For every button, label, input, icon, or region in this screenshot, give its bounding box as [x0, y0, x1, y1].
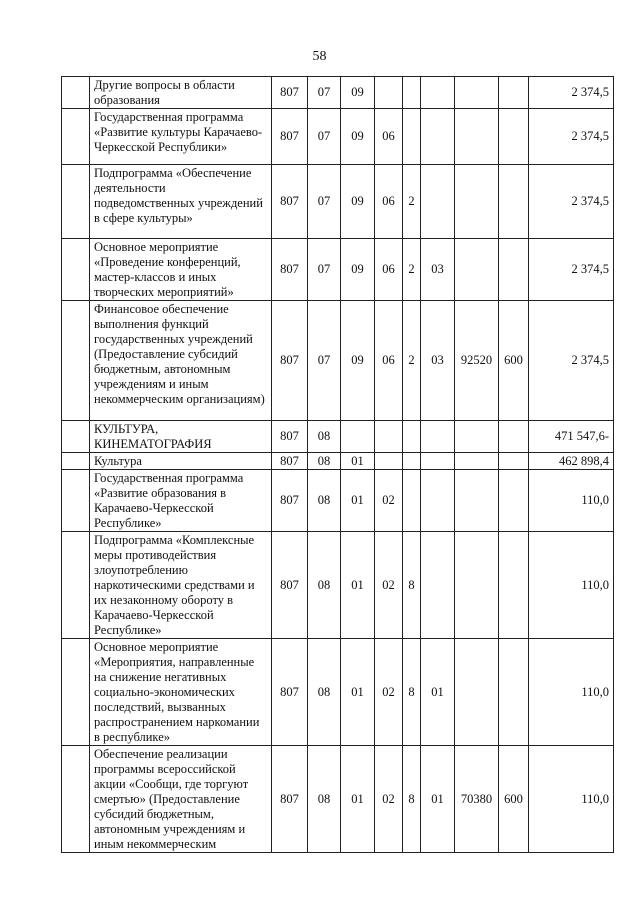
- table-row: [62, 165, 614, 239]
- table-row: [62, 421, 614, 453]
- expense-direction-cell: [455, 453, 499, 470]
- section-code-cell: 07: [308, 239, 341, 301]
- item-name-cell: Подпрограмма «Обеспечение деятельности подведомственных учреждений в сфере культуры»: [90, 165, 272, 239]
- subsection-code-cell: 09: [341, 109, 375, 165]
- expense-direction-cell: [455, 470, 499, 532]
- row-number-cell: [62, 301, 90, 421]
- event-code-cell: [421, 109, 455, 165]
- departmental-code-cell: 807: [272, 109, 308, 165]
- item-name-cell: Культура: [90, 453, 272, 470]
- item-name-cell: Государственная программа «Развитие культуры Карачаево-Черкесской Республики»: [90, 109, 272, 165]
- subprogram-code-cell: 2: [403, 239, 421, 301]
- subsection-code-cell: 01: [341, 453, 375, 470]
- amount-cell: 471 547,6-: [529, 421, 614, 453]
- row-number-cell: [62, 532, 90, 639]
- subprogram-code-cell: [403, 109, 421, 165]
- event-code-cell: [421, 421, 455, 453]
- amount-cell: 2 374,5: [529, 165, 614, 239]
- subprogram-code-cell: [403, 421, 421, 453]
- expense-type-cell: [499, 239, 529, 301]
- program-code-cell: [375, 453, 403, 470]
- row-number-cell: [62, 165, 90, 239]
- row-number-cell: [62, 77, 90, 109]
- subsection-code-cell: 09: [341, 165, 375, 239]
- section-code-cell: 08: [308, 421, 341, 453]
- program-code-cell: 02: [375, 639, 403, 746]
- event-code-cell: 01: [421, 746, 455, 853]
- item-name-cell: Обеспечение реализации программы всероссийской акции «Сообщи, где торгуют смертью» (Предоставление субсидий бюджетным, автономным учреждениям и иным некоммерческим: [90, 746, 272, 853]
- departmental-code-cell: 807: [272, 421, 308, 453]
- subprogram-code-cell: [403, 453, 421, 470]
- expense-type-cell: 600: [499, 746, 529, 853]
- table-row: [62, 470, 614, 532]
- table-row: [62, 301, 614, 421]
- event-code-cell: [421, 165, 455, 239]
- amount-cell: 110,0: [529, 470, 614, 532]
- amount-cell: 2 374,5: [529, 239, 614, 301]
- amount-cell: 462 898,4: [529, 453, 614, 470]
- table-row: [62, 109, 614, 165]
- program-code-cell: 06: [375, 165, 403, 239]
- row-number-cell: [62, 470, 90, 532]
- amount-cell: 2 374,5: [529, 109, 614, 165]
- subsection-code-cell: 09: [341, 301, 375, 421]
- expense-direction-cell: 70380: [455, 746, 499, 853]
- section-code-cell: 08: [308, 532, 341, 639]
- subprogram-code-cell: 8: [403, 639, 421, 746]
- expense-direction-cell: [455, 532, 499, 639]
- expense-type-cell: [499, 470, 529, 532]
- section-code-cell: 07: [308, 165, 341, 239]
- expense-direction-cell: [455, 239, 499, 301]
- row-number-cell: [62, 239, 90, 301]
- expense-type-cell: 600: [499, 301, 529, 421]
- section-code-cell: 07: [308, 301, 341, 421]
- departmental-code-cell: 807: [272, 532, 308, 639]
- row-number-cell: [62, 421, 90, 453]
- table-row: [62, 77, 614, 109]
- expense-direction-cell: [455, 639, 499, 746]
- departmental-code-cell: 807: [272, 470, 308, 532]
- departmental-code-cell: 807: [272, 239, 308, 301]
- program-code-cell: 06: [375, 109, 403, 165]
- expense-direction-cell: 92520: [455, 301, 499, 421]
- amount-cell: 110,0: [529, 746, 614, 853]
- expense-direction-cell: [455, 165, 499, 239]
- departmental-code-cell: 807: [272, 165, 308, 239]
- subsection-code-cell: 09: [341, 77, 375, 109]
- program-code-cell: 02: [375, 532, 403, 639]
- section-code-cell: 08: [308, 453, 341, 470]
- section-code-cell: 08: [308, 470, 341, 532]
- event-code-cell: 01: [421, 639, 455, 746]
- item-name-cell: Основное мероприятие «Мероприятия, направленные на снижение негативных социально-экономических последствий, вызванных распространением наркомании в республике»: [90, 639, 272, 746]
- section-code-cell: 07: [308, 109, 341, 165]
- amount-cell: 110,0: [529, 639, 614, 746]
- expense-direction-cell: [455, 421, 499, 453]
- section-code-cell: 07: [308, 77, 341, 109]
- subprogram-code-cell: 8: [403, 746, 421, 853]
- event-code-cell: [421, 532, 455, 639]
- row-number-cell: [62, 453, 90, 470]
- program-code-cell: 02: [375, 470, 403, 532]
- table-row: [62, 532, 614, 639]
- departmental-code-cell: 807: [272, 639, 308, 746]
- departmental-code-cell: 807: [272, 453, 308, 470]
- expense-type-cell: [499, 639, 529, 746]
- expense-type-cell: [499, 532, 529, 639]
- table-row: [62, 239, 614, 301]
- subprogram-code-cell: 2: [403, 301, 421, 421]
- event-code-cell: [421, 77, 455, 109]
- expense-type-cell: [499, 109, 529, 165]
- program-code-cell: 02: [375, 746, 403, 853]
- program-code-cell: [375, 77, 403, 109]
- item-name-cell: КУЛЬТУРА, КИНЕМАТОГРАФИЯ: [90, 421, 272, 453]
- expense-type-cell: [499, 165, 529, 239]
- event-code-cell: 03: [421, 301, 455, 421]
- expense-type-cell: [499, 453, 529, 470]
- subsection-code-cell: 01: [341, 532, 375, 639]
- event-code-cell: [421, 453, 455, 470]
- subsection-code-cell: 01: [341, 470, 375, 532]
- subsection-code-cell: 01: [341, 639, 375, 746]
- subsection-code-cell: [341, 421, 375, 453]
- departmental-code-cell: 807: [272, 77, 308, 109]
- table-row: [62, 639, 614, 746]
- table-body: [62, 77, 614, 853]
- departmental-code-cell: 807: [272, 746, 308, 853]
- table-row: [62, 453, 614, 470]
- row-number-cell: [62, 109, 90, 165]
- item-name-cell: Основное мероприятие «Проведение конференций, мастер-классов и иных творческих мероприятий»: [90, 239, 272, 301]
- amount-cell: 2 374,5: [529, 301, 614, 421]
- subprogram-code-cell: [403, 77, 421, 109]
- event-code-cell: 03: [421, 239, 455, 301]
- item-name-cell: Финансовое обеспечение выполнения функций государственных учреждений (Предоставление субсидий бюджетным, автономным учреждениям и иным некоммерческим организациям): [90, 301, 272, 421]
- subsection-code-cell: 01: [341, 746, 375, 853]
- departmental-code-cell: 807: [272, 301, 308, 421]
- row-number-cell: [62, 639, 90, 746]
- item-name-cell: Другие вопросы в области образования: [90, 77, 272, 109]
- section-code-cell: 08: [308, 639, 341, 746]
- event-code-cell: [421, 470, 455, 532]
- subprogram-code-cell: 2: [403, 165, 421, 239]
- item-name-cell: Государственная программа «Развитие образования в Карачаево-Черкесской Республике»: [90, 470, 272, 532]
- subsection-code-cell: 09: [341, 239, 375, 301]
- program-code-cell: 06: [375, 239, 403, 301]
- expense-direction-cell: [455, 109, 499, 165]
- table-row: [62, 746, 614, 853]
- program-code-cell: 06: [375, 301, 403, 421]
- expense-type-cell: [499, 77, 529, 109]
- subprogram-code-cell: [403, 470, 421, 532]
- subprogram-code-cell: 8: [403, 532, 421, 639]
- row-number-cell: [62, 746, 90, 853]
- amount-cell: 2 374,5: [529, 77, 614, 109]
- budget-table: [61, 76, 614, 853]
- program-code-cell: [375, 421, 403, 453]
- section-code-cell: 08: [308, 746, 341, 853]
- page-number: 58: [312, 49, 327, 64]
- expense-type-cell: [499, 421, 529, 453]
- item-name-cell: Подпрограмма «Комплексные меры противодействия злоупотреблению наркотическими средствами и их незаконному обороту в Карачаево-Черкесской Республике»: [90, 532, 272, 639]
- amount-cell: 110,0: [529, 532, 614, 639]
- expense-direction-cell: [455, 77, 499, 109]
